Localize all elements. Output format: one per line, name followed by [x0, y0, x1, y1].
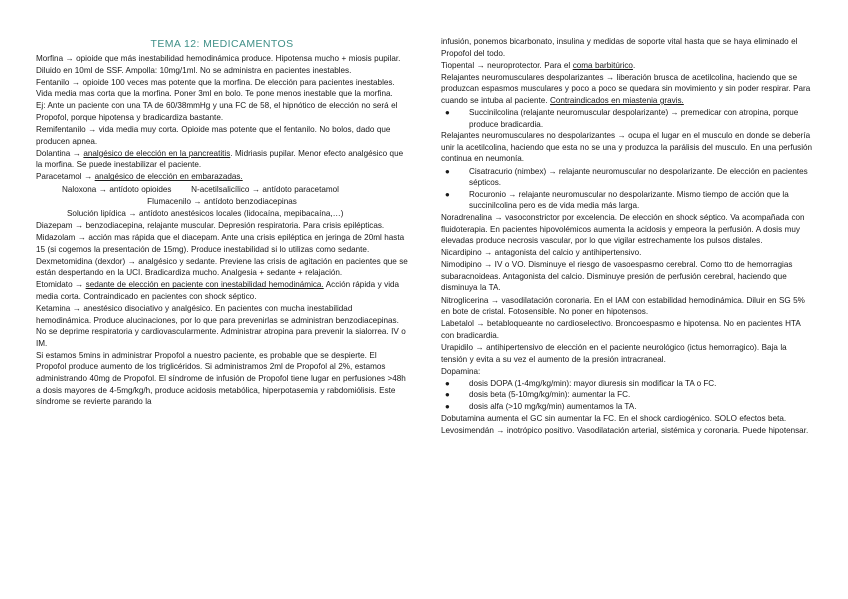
etomidato-text: Etomidato →: [36, 280, 86, 290]
propofol-continuation: infusión, ponemos bicarbonato, insulina y medidas de soporte vital hasta que se haya eliminado el Propofol del todo.: [441, 37, 798, 58]
dolantina-paragraph: [36, 148, 408, 171]
bullet-icon: ●: [445, 390, 450, 400]
despolarizantes-paragraph: [441, 72, 815, 107]
nitroglicerina-paragraph: Nitroglicerina → vasodilatación coronaria. En el IAM con estabilidad hemodinámica. Diluir en SG 5% en bote de cristal. Fotosensible. No poner en hipotensos.: [441, 295, 805, 317]
list-item: [441, 389, 815, 401]
list-item: [441, 189, 815, 212]
antidotes-line-3: Solución lipídica → antídoto anestésicos locales (lidocaína, mepibacaína,…): [67, 208, 344, 218]
no-despolarizantes-paragraph: Relajantes neuromusculares no despolarizantes → ocupa el lugar en el musculo en donde se debería unir la acetilcolina, haciendo que esta no se una y produzca la parálisis del musculo. En una perfusión continua en neumonía.: [441, 131, 813, 164]
right-column: [441, 36, 815, 437]
dopamina-dosis-beta: dosis beta (5-10mg/kg/min): aumentar la FC.: [469, 390, 631, 400]
left-column: [36, 38, 408, 408]
nicardipino-paragraph: Nicardipino → antagonista del calcio y antihipertensivo.: [441, 248, 642, 258]
paracetamol-paragraph: [36, 171, 408, 183]
diazepam-paragraph: Diazepam → benzodiacepina, relajante muscular. Depresión respiratoria. Para crisis epilépticas.: [36, 220, 385, 230]
dopamina-heading: Dopamina:: [441, 366, 481, 376]
tiopental-rest: .: [632, 60, 636, 70]
example-paragraph: Ej: Ante un paciente con una TA de 60/38mmHg y una FC de 58, el hipnótico de elección no será el Propofol, porque hipotensa y bradicardiza bastante.: [36, 101, 398, 122]
rocuronio-text: Rocuronio → relajante neuromuscular no despolarizante. Mismo tiempo de acción que la succinilcolina pero es de vida media más larga.: [469, 189, 789, 211]
dopamina-dosis-dopa: dosis DOPA (1-4mg/kg/min): mayor diuresis sin modificar la TA o FC.: [469, 378, 717, 388]
levosimendan-paragraph: Levosimendán → inotrópico positivo. Vasodilatación arterial, sistémica y coronaria. Puede hipotensar.: [441, 425, 809, 435]
etomidato-paragraph: [36, 279, 408, 302]
tiopental-paragraph: [441, 60, 815, 72]
etomidato-underlined: sedante de elección en paciente con inestabilidad hemodinámica.: [85, 280, 324, 290]
dopamina-list: [441, 378, 815, 413]
urapidilo-paragraph: Urapidilo → antihipertensivo de elección en el paciente neurológico (ictus hemorragico). Baja la tensión y evita a su vez el aumento de la presión intracraneal.: [441, 342, 787, 364]
dexmetomidina-paragraph: Dexmetomidina (dexdor) → analgésico y sedante. Previene las crisis de agitación en pacientes que se están despertando en la UCI. Bradicardiza mucho. Analgesia + sedante + relajación.: [36, 256, 408, 278]
tiopental-text: Tiopental → neuroprotector. Para el: [441, 60, 573, 70]
dolantina-text: Dolantina →: [36, 148, 84, 158]
paracetamol-text: Paracetamol →: [36, 172, 95, 182]
paracetamol-underlined: analgésico de elección en embarazadas.: [94, 172, 243, 182]
nimodipino-paragraph: Nimodipino → IV o VO. Disminuye el riesgo de vasoespasmo cerebral. Como tto de hemorragias subaracnoideas. Antagonista del calcio. Disminuye presión de perfusión cerebral, haciendo que disminuya la TA.: [441, 260, 793, 293]
succinilcolina-text: Succinilcolina (relajante neuromuscular despolarizante) → premedicar con atropina, porque produce bradicardia.: [469, 108, 799, 129]
no-despolarizantes-list: [441, 166, 815, 212]
list-item: [441, 166, 815, 189]
antidotes-line-1: Naloxona → antídoto opioides N-acetilsalicílico → antídoto paracetamol: [62, 184, 339, 194]
fentanilo-paragraph: Fentanilo → opioide 100 veces mas potente que la morfina. De elección para pacientes inestables. Vida media mas corta que la morfina. Poner 3ml en bolo. Te pone menos inestable que la morfina.: [36, 77, 395, 99]
list-item: [441, 107, 815, 130]
bullet-icon: ●: [445, 378, 450, 388]
page-title: TEMA 12: MEDICAMENTOS: [150, 38, 294, 50]
ketamina-paragraph: Ketamina → anestésico disociativo y analgésico. En pacientes con mucha inestabilidad hemodinámica. Produce alucinaciones, por lo que para prevenirlas se administran benzodiacepinas. No se deprime respiratoria y cardiovascularmente. Administrar atropina para prevenir la sialorrea. IV o IM.: [36, 303, 406, 348]
bullet-icon: ●: [445, 166, 450, 176]
etomidato-rest: Acción rápida y vida media corta. Contraindicado en pacientes con shock séptico.: [36, 280, 400, 301]
list-item: [441, 378, 815, 390]
midazolam-paragraph: Midazolam → acción mas rápida que el diacepam. Ante una crisis epiléptica en jeringa de 20ml hasta 15 (si cogemos la presentación de 15mg). Produce inestabilidad si lo utilizas como sedante.: [36, 232, 405, 254]
propofol-paragraph: Si estamos 5mins in administrar Propofol a nuestro paciente, es probable que se despierte. El Propofol produce aumento de los triglicéridos. Si administramos 2ml de Propofol al 2%, estamos administrando 40mg de Propofol. El síndrome de infusión de Propofol tiene lugar en perfusiones >48h a dosis mayores de 4-5mg/kg/h, produce acidosis metabólica, hiperpotasemia y rabdomiólisis. Este síndrome se revierte parando la: [36, 350, 406, 407]
succinilcolina-list: [441, 107, 815, 130]
list-item: [441, 401, 815, 413]
bullet-icon: ●: [445, 108, 450, 118]
antidotes-line-2: Flumacenilo → antídoto benzodiacepinas: [147, 196, 297, 206]
bullet-icon: ●: [445, 189, 450, 199]
morfina-paragraph: Morfina → opioide que más inestabilidad hemodinámica produce. Hipotensa mucho + miosis pupilar. Diluido en 10ml de SSF. Ampolla: 10mg/1ml. No se administra en pacientes inestables.: [36, 54, 401, 75]
labetalol-paragraph: Labetalol → betabloqueante no cardioselectivo. Broncoespasmo e hipotensa. No en pacientes HTA con bradicardia.: [441, 319, 801, 340]
bullet-icon: ●: [445, 401, 450, 411]
remifentanilo-paragraph: Remifentanilo → vida media muy corta. Opioide mas potente que el fentanilo. No bolos, dado que producen apnea.: [36, 125, 391, 146]
despolarizantes-underlined: Contraindicados en miastenia gravis.: [549, 95, 684, 105]
noradrenalina-paragraph: Noradrenalina → vasoconstrictor por excelencia. De elección en shock séptico. Va acompañada con fluidoterapia. En pacientes hipovolémicos aumenta la acidosis y empeora la perfusión. A dosis muy elevadas produce necrosis vascular, por lo que vigilar estrechamente los pulsos distales.: [441, 212, 805, 246]
cisatracurio-text: Cisatracurio (nimbex) → relajante neuromuscular no despolarizante. De elección en pacientes sépticos.: [469, 166, 808, 188]
tiopental-underlined: coma barbitúrico: [572, 60, 633, 70]
dolantina-underlined: analgésico de elección en la pancreatitis: [83, 148, 231, 158]
dopamina-dosis-alfa: dosis alfa (>10 mg/kg/min) aumentamos la TA.: [469, 401, 637, 411]
dobutamina-paragraph: Dobutamina aumenta el GC sin aumentar la FC. En el shock cardiogénico. SOLO efectos beta.: [441, 413, 787, 423]
despolarizantes-text: Relajantes neuromusculares despolarizantes → liberación brusca de acetilcolina, haciendo que se produzcan espasmos musculares y poco a poco se quedara sin movimiento y sin poder respirar. Para cuando se intuba al paciente.: [441, 72, 811, 105]
dolantina-rest: . Midriasis pupilar. Menor efecto analgésico que la morfina. Se puede inestabilizar el paciente.: [36, 148, 404, 170]
